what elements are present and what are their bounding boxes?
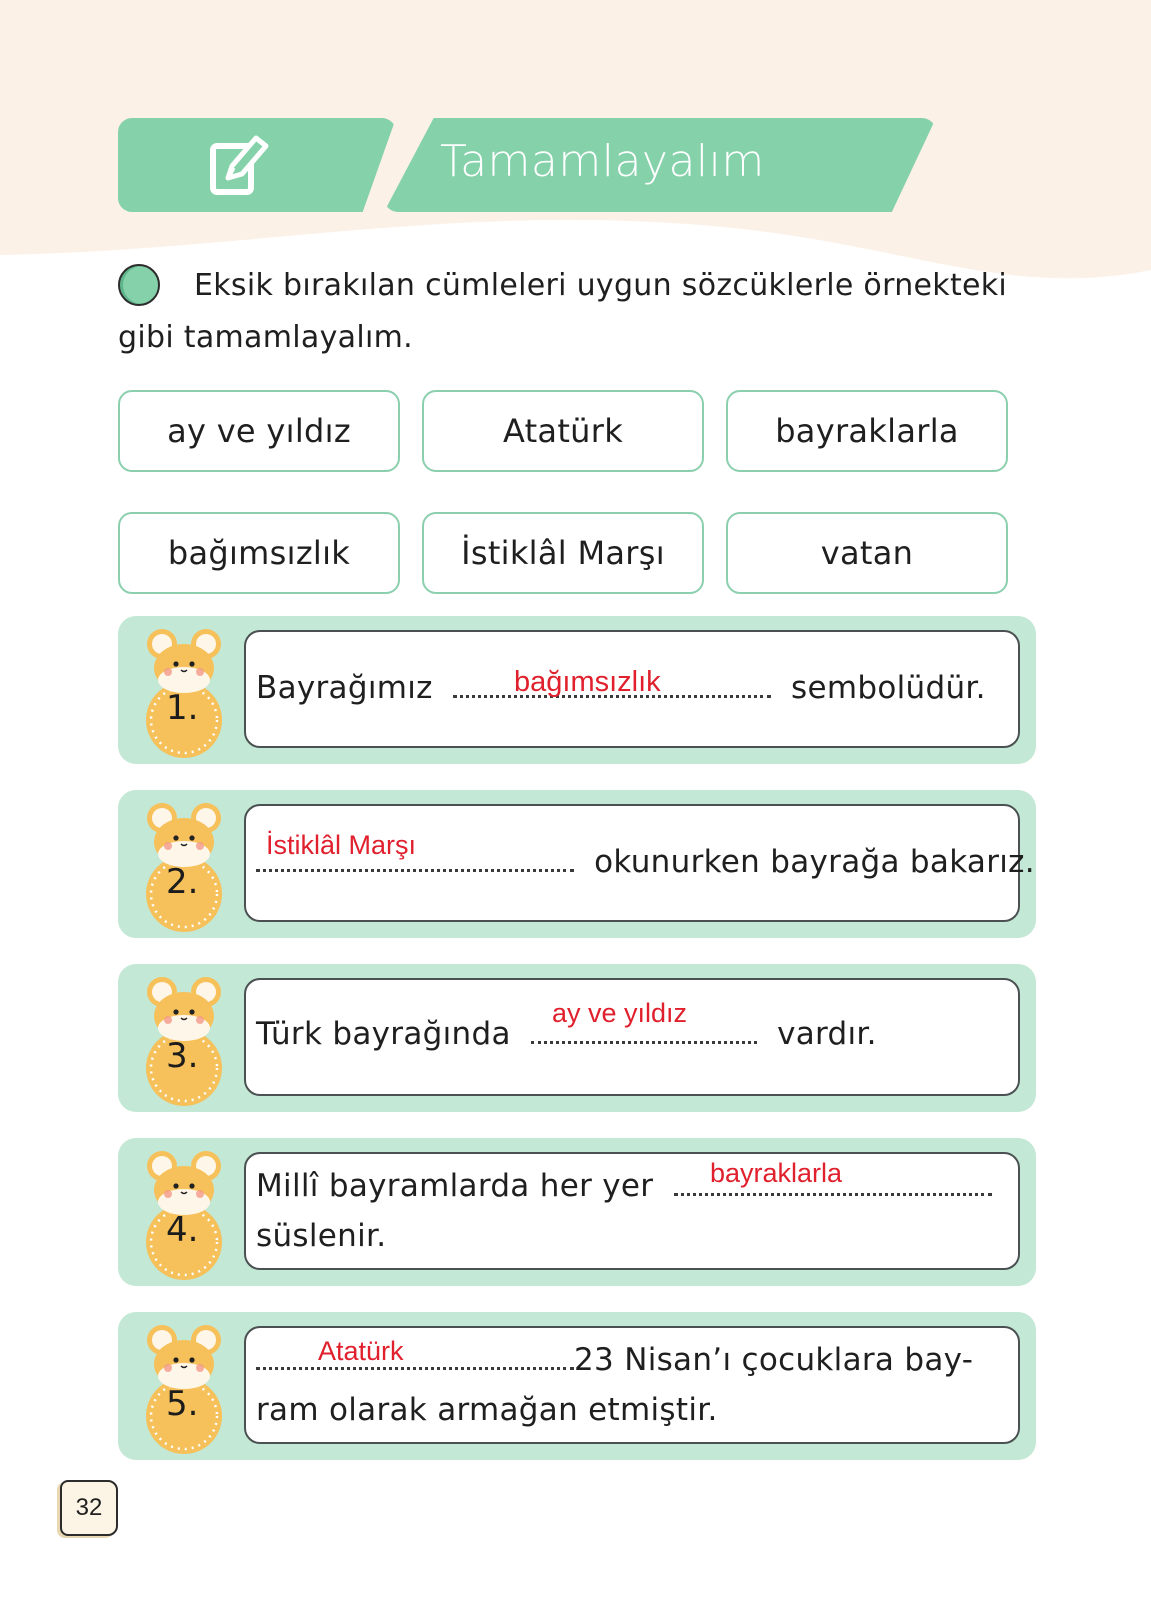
blank-line[interactable] (256, 866, 574, 872)
question-row-5 (118, 1312, 1036, 1460)
filled-answer: İstiklâl Marşı (266, 830, 417, 860)
sentence-after: 23 Nisan’ı çocuklara bay- (574, 1342, 974, 1378)
sentence-after: sembolüdür. (791, 670, 986, 706)
sentence-after: süslenir. (256, 1218, 387, 1254)
sentence-before: Millî bayramlarda her yer (256, 1168, 654, 1204)
filled-answer: bağımsızlık (514, 666, 661, 698)
question-row-1 (118, 616, 1036, 764)
sentence-before: Türk bayrağında (256, 1016, 511, 1052)
question-card (244, 804, 1035, 922)
filled-answer: bayraklarla (710, 1158, 843, 1188)
question-row-2 (118, 790, 1036, 938)
question-number: 5. (166, 1384, 199, 1424)
blank-line[interactable] (674, 1190, 992, 1196)
word-bank-item: Atatürk (422, 390, 704, 472)
question-card (244, 1152, 1020, 1270)
filled-answer: Atatürk (318, 1336, 404, 1366)
word-bank-item: İstiklâl Marşı (422, 512, 704, 594)
sentence-after-continued: ram olarak armağan etmiştir. (256, 1392, 718, 1428)
blank-line[interactable] (531, 1038, 757, 1044)
question-card (244, 978, 1020, 1096)
question-row-3 (118, 964, 1036, 1112)
word-bank-item: ay ve yıldız (118, 390, 400, 472)
edit-pencil-icon (210, 134, 270, 196)
sentence-after: okunurken bayrağa bakarız. (594, 844, 1035, 880)
word-bank-item: bayraklarla (726, 390, 1008, 472)
page-number: 32 (60, 1480, 118, 1536)
word-bank-item: bağımsızlık (118, 512, 400, 594)
question-number: 3. (166, 1036, 199, 1076)
question-card (244, 630, 1020, 748)
question-row-4 (118, 1138, 1036, 1286)
blank-line[interactable] (256, 1364, 574, 1370)
word-bank-item: vatan (726, 512, 1008, 594)
question-number: 1. (166, 688, 199, 728)
header-icon-box (118, 118, 396, 212)
sentence-before: Bayrağımız (256, 670, 433, 706)
sentence-after: vardır. (777, 1016, 877, 1052)
filled-answer: ay ve yıldız (552, 998, 688, 1028)
question-number: 4. (166, 1210, 199, 1250)
instruction-text: Eksik bırakılan cümleleri uygun sözcüklerle örnekteki gibi tamamlayalım. (118, 268, 1008, 355)
question-card (244, 1326, 1020, 1444)
question-number: 2. (166, 862, 199, 902)
page-title: Tamamlayalım (440, 136, 765, 187)
